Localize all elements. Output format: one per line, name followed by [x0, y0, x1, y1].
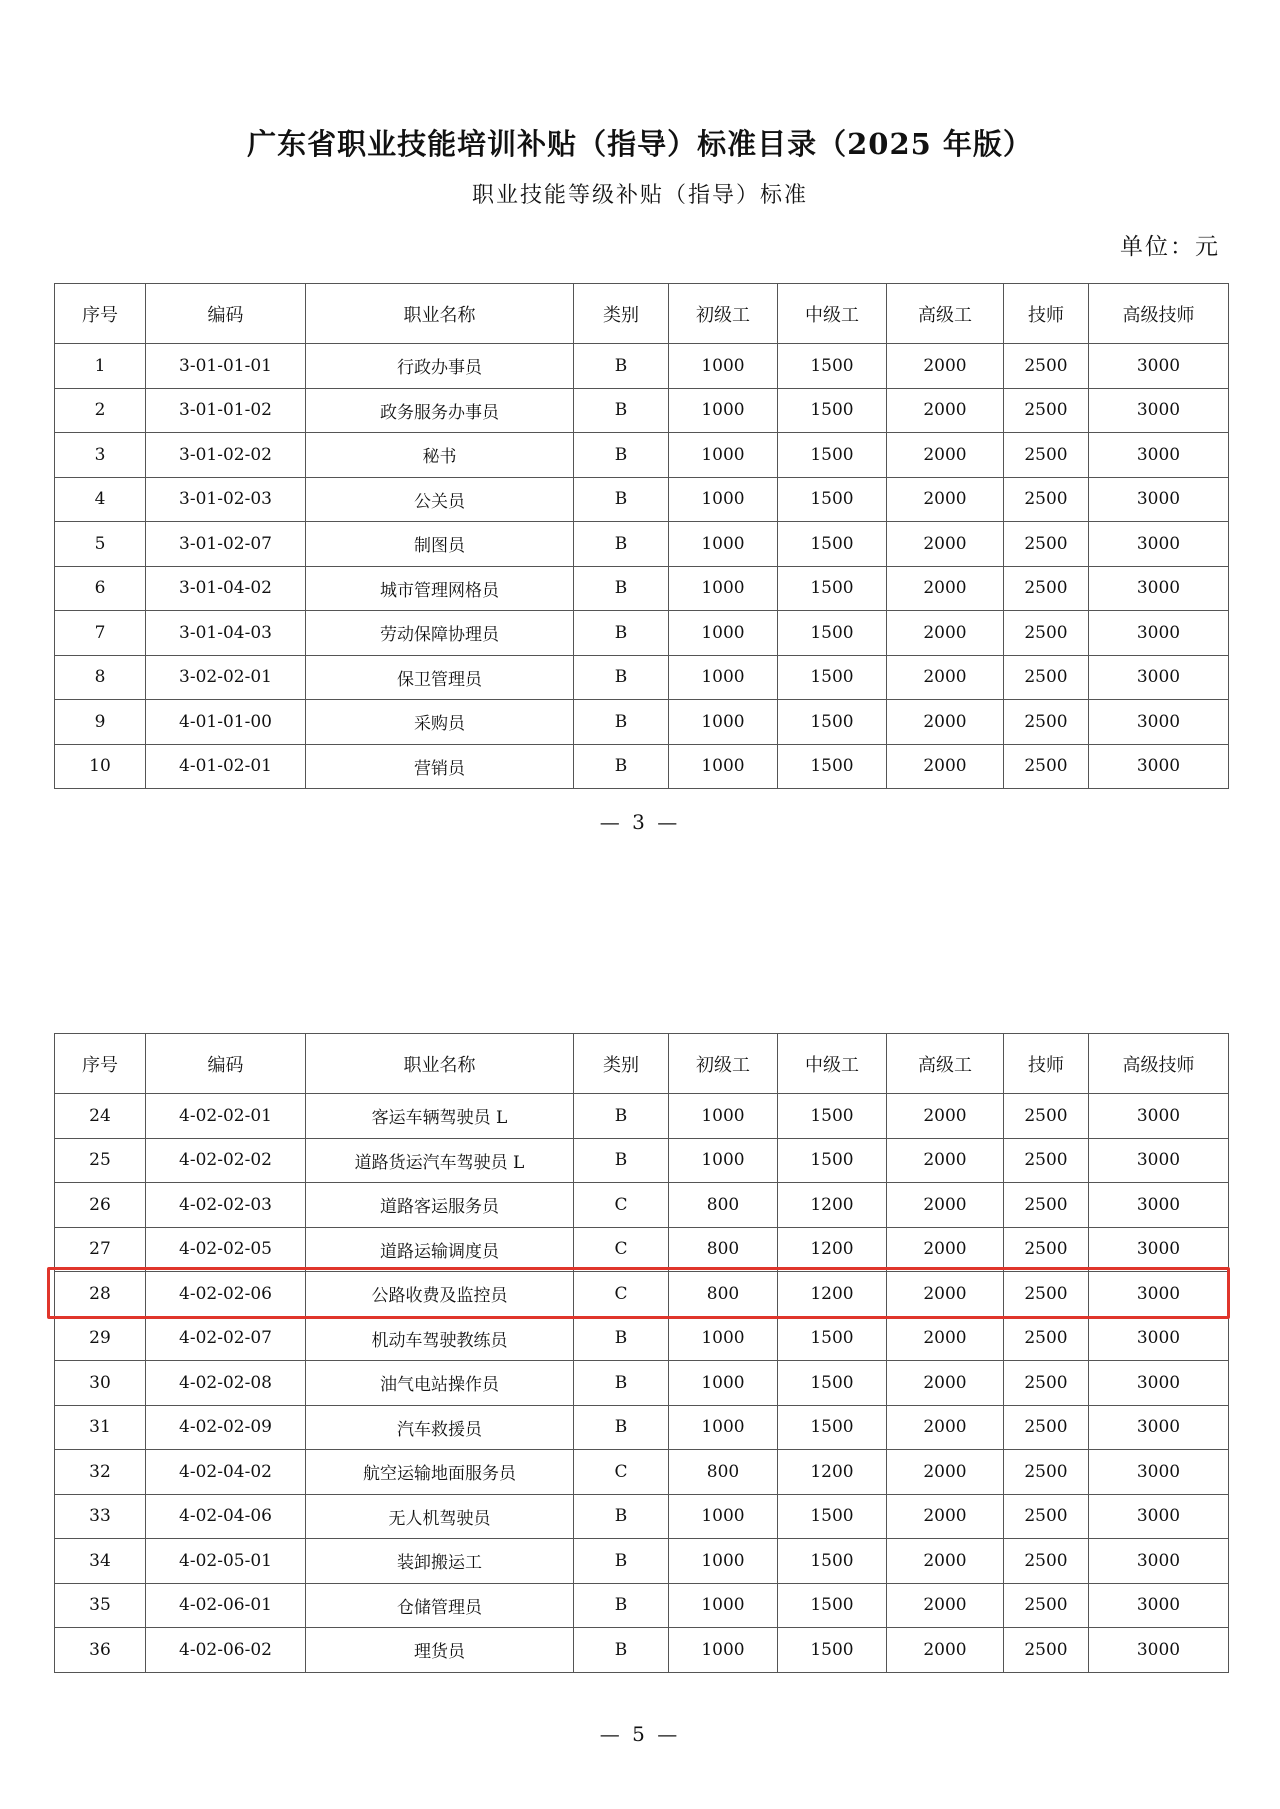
cell-code: 4-02-02-08 [146, 1361, 306, 1406]
cell-occupation: 公路收费及监控员 [306, 1272, 574, 1317]
cell-occupation: 制图员 [306, 522, 574, 567]
cell-seq: 26 [55, 1183, 146, 1228]
cell-occupation: 客运车辆驾驶员 L [306, 1094, 574, 1139]
cell-senior: 2000 [887, 700, 1004, 745]
cell-senior: 2000 [887, 566, 1004, 611]
table-row [55, 744, 1229, 789]
cell-occupation: 装卸搬运工 [306, 1539, 574, 1584]
table-row [55, 1628, 1229, 1673]
cell-junior: 800 [669, 1183, 778, 1228]
cell-seq: 5 [55, 522, 146, 567]
page-number: — 5 — [599, 1722, 681, 1746]
unit-label: 单位：元 [1120, 234, 1220, 260]
subsidy-table-page-5 [54, 1033, 1229, 1673]
table-row [55, 1138, 1229, 1183]
cell-junior: 1000 [669, 388, 778, 433]
cell-seq: 29 [55, 1316, 146, 1361]
cell-technician: 2500 [1004, 477, 1089, 522]
column-header-category: 类别 [574, 1034, 669, 1094]
cell-seq: 36 [55, 1628, 146, 1673]
cell-intermediate: 1500 [778, 477, 887, 522]
cell-junior: 1000 [669, 1494, 778, 1539]
column-header-code: 编码 [146, 1034, 306, 1094]
cell-seq: 34 [55, 1539, 146, 1584]
cell-senior: 2000 [887, 1138, 1004, 1183]
column-header-junior: 初级工 [669, 284, 778, 344]
cell-category: C [574, 1227, 669, 1272]
cell-senior-technician: 3000 [1089, 344, 1229, 389]
highlight-box [47, 1267, 1230, 1319]
cell-code: 4-02-04-06 [146, 1494, 306, 1539]
cell-category: B [574, 566, 669, 611]
cell-category: B [574, 1138, 669, 1183]
table-row [55, 1361, 1229, 1406]
column-header-senior-technician: 高级技师 [1089, 1034, 1229, 1094]
cell-technician: 2500 [1004, 1227, 1089, 1272]
table-row [55, 1494, 1229, 1539]
cell-junior: 800 [669, 1450, 778, 1495]
cell-intermediate: 1200 [778, 1183, 887, 1228]
cell-seq: 28 [55, 1272, 146, 1317]
cell-code: 3-01-02-03 [146, 477, 306, 522]
cell-occupation: 无人机驾驶员 [306, 1494, 574, 1539]
column-header-category: 类别 [574, 284, 669, 344]
cell-senior-technician: 3000 [1089, 655, 1229, 700]
cell-code: 4-02-02-02 [146, 1138, 306, 1183]
column-header-code: 编码 [146, 284, 306, 344]
cell-technician: 2500 [1004, 1316, 1089, 1361]
table-row [55, 1183, 1229, 1228]
cell-technician: 2500 [1004, 1628, 1089, 1673]
cell-seq: 9 [55, 700, 146, 745]
cell-category: B [574, 1583, 669, 1628]
cell-senior-technician: 3000 [1089, 1583, 1229, 1628]
table-row [55, 344, 1229, 389]
cell-junior: 1000 [669, 700, 778, 745]
cell-junior: 1000 [669, 1316, 778, 1361]
cell-senior-technician: 3000 [1089, 1227, 1229, 1272]
cell-seq: 27 [55, 1227, 146, 1272]
cell-intermediate: 1500 [778, 566, 887, 611]
cell-seq: 2 [55, 388, 146, 433]
cell-senior: 2000 [887, 433, 1004, 478]
table-row [55, 1316, 1229, 1361]
cell-code: 3-02-02-01 [146, 655, 306, 700]
cell-code: 4-02-02-01 [146, 1094, 306, 1139]
cell-intermediate: 1500 [778, 611, 887, 656]
table-row [55, 1583, 1229, 1628]
cell-senior-technician: 3000 [1089, 1494, 1229, 1539]
cell-technician: 2500 [1004, 1138, 1089, 1183]
cell-category: B [574, 1361, 669, 1406]
cell-senior-technician: 3000 [1089, 1094, 1229, 1139]
cell-technician: 2500 [1004, 388, 1089, 433]
cell-code: 4-01-01-00 [146, 700, 306, 745]
cell-code: 4-02-02-06 [146, 1272, 306, 1317]
cell-category: B [574, 1316, 669, 1361]
document-subtitle: 职业技能等级补贴（指导）标准 [471, 183, 808, 208]
table-row [55, 1539, 1229, 1584]
cell-junior: 1000 [669, 477, 778, 522]
cell-senior: 2000 [887, 1094, 1004, 1139]
cell-senior: 2000 [887, 1316, 1004, 1361]
column-header-technician: 技师 [1004, 1034, 1089, 1094]
table-header-row [55, 1034, 1229, 1094]
cell-occupation: 汽车救援员 [306, 1405, 574, 1450]
cell-occupation: 理货员 [306, 1628, 574, 1673]
cell-category: B [574, 522, 669, 567]
cell-intermediate: 1500 [778, 1361, 887, 1406]
cell-junior: 1000 [669, 1138, 778, 1183]
cell-technician: 2500 [1004, 611, 1089, 656]
subsidy-table-page-3 [54, 283, 1229, 789]
table-row [55, 388, 1229, 433]
cell-junior: 800 [669, 1227, 778, 1272]
cell-category: C [574, 1450, 669, 1495]
cell-category: B [574, 1494, 669, 1539]
cell-senior: 2000 [887, 1628, 1004, 1673]
cell-intermediate: 1500 [778, 344, 887, 389]
page-number: — 3 — [599, 810, 681, 834]
cell-intermediate: 1500 [778, 655, 887, 700]
cell-senior-technician: 3000 [1089, 477, 1229, 522]
cell-intermediate: 1500 [778, 1628, 887, 1673]
cell-occupation: 劳动保障协理员 [306, 611, 574, 656]
cell-occupation: 道路客运服务员 [306, 1183, 574, 1228]
cell-occupation: 政务服务办事员 [306, 388, 574, 433]
cell-junior: 1000 [669, 1628, 778, 1673]
cell-senior: 2000 [887, 477, 1004, 522]
cell-senior-technician: 3000 [1089, 1405, 1229, 1450]
cell-code: 4-02-06-01 [146, 1583, 306, 1628]
cell-code: 3-01-02-02 [146, 433, 306, 478]
cell-technician: 2500 [1004, 344, 1089, 389]
cell-senior-technician: 3000 [1089, 1361, 1229, 1406]
cell-intermediate: 1500 [778, 700, 887, 745]
cell-technician: 2500 [1004, 1539, 1089, 1584]
cell-category: B [574, 1094, 669, 1139]
cell-senior: 2000 [887, 744, 1004, 789]
cell-occupation: 行政办事员 [306, 344, 574, 389]
cell-senior-technician: 3000 [1089, 1183, 1229, 1228]
table-row [55, 1405, 1229, 1450]
cell-junior: 1000 [669, 1094, 778, 1139]
cell-seq: 1 [55, 344, 146, 389]
cell-senior: 2000 [887, 388, 1004, 433]
cell-senior-technician: 3000 [1089, 566, 1229, 611]
cell-category: B [574, 611, 669, 656]
cell-seq: 35 [55, 1583, 146, 1628]
cell-senior-technician: 3000 [1089, 388, 1229, 433]
cell-seq: 10 [55, 744, 146, 789]
cell-senior: 2000 [887, 1227, 1004, 1272]
cell-junior: 1000 [669, 655, 778, 700]
cell-technician: 2500 [1004, 1494, 1089, 1539]
cell-occupation: 道路货运汽车驾驶员 L [306, 1138, 574, 1183]
cell-technician: 2500 [1004, 655, 1089, 700]
cell-seq: 8 [55, 655, 146, 700]
cell-code: 4-02-05-01 [146, 1539, 306, 1584]
table-row [55, 522, 1229, 567]
table-row [55, 1450, 1229, 1495]
cell-senior-technician: 3000 [1089, 1272, 1229, 1317]
cell-senior: 2000 [887, 344, 1004, 389]
cell-intermediate: 1500 [778, 1316, 887, 1361]
cell-code: 4-02-02-05 [146, 1227, 306, 1272]
cell-senior-technician: 3000 [1089, 1539, 1229, 1584]
table-row [55, 477, 1229, 522]
column-header-technician: 技师 [1004, 284, 1089, 344]
table-row [55, 611, 1229, 656]
cell-intermediate: 1500 [778, 1583, 887, 1628]
cell-technician: 2500 [1004, 522, 1089, 567]
cell-seq: 4 [55, 477, 146, 522]
cell-junior: 1000 [669, 611, 778, 656]
cell-senior-technician: 3000 [1089, 744, 1229, 789]
cell-senior-technician: 3000 [1089, 1450, 1229, 1495]
cell-category: B [574, 1539, 669, 1584]
cell-technician: 2500 [1004, 566, 1089, 611]
cell-senior-technician: 3000 [1089, 611, 1229, 656]
cell-intermediate: 1500 [778, 744, 887, 789]
cell-code: 3-01-04-03 [146, 611, 306, 656]
cell-senior: 2000 [887, 1272, 1004, 1317]
cell-junior: 1000 [669, 1361, 778, 1406]
cell-intermediate: 1500 [778, 433, 887, 478]
cell-category: B [574, 433, 669, 478]
table-row [55, 566, 1229, 611]
cell-code: 4-02-06-02 [146, 1628, 306, 1673]
cell-category: B [574, 744, 669, 789]
cell-category: B [574, 477, 669, 522]
cell-junior: 1000 [669, 433, 778, 478]
cell-senior-technician: 3000 [1089, 1628, 1229, 1673]
cell-senior: 2000 [887, 1583, 1004, 1628]
cell-code: 3-01-04-02 [146, 566, 306, 611]
cell-seq: 6 [55, 566, 146, 611]
cell-senior: 2000 [887, 522, 1004, 567]
cell-junior: 1000 [669, 522, 778, 567]
cell-occupation: 航空运输地面服务员 [306, 1450, 574, 1495]
cell-intermediate: 1500 [778, 388, 887, 433]
cell-category: B [574, 700, 669, 745]
cell-senior-technician: 3000 [1089, 1316, 1229, 1361]
cell-senior-technician: 3000 [1089, 522, 1229, 567]
cell-junior: 1000 [669, 744, 778, 789]
column-header-seq: 序号 [55, 1034, 146, 1094]
column-header-senior-technician: 高级技师 [1089, 284, 1229, 344]
cell-intermediate: 1500 [778, 1138, 887, 1183]
cell-senior: 2000 [887, 1450, 1004, 1495]
cell-occupation: 秘书 [306, 433, 574, 478]
cell-occupation: 油气电站操作员 [306, 1361, 574, 1406]
cell-code: 3-01-02-07 [146, 522, 306, 567]
cell-code: 4-02-04-02 [146, 1450, 306, 1495]
cell-technician: 2500 [1004, 1094, 1089, 1139]
cell-technician: 2500 [1004, 1272, 1089, 1317]
cell-technician: 2500 [1004, 433, 1089, 478]
cell-seq: 30 [55, 1361, 146, 1406]
cell-technician: 2500 [1004, 744, 1089, 789]
cell-occupation: 城市管理网格员 [306, 566, 574, 611]
cell-occupation: 机动车驾驶教练员 [306, 1316, 574, 1361]
table-row [55, 1094, 1229, 1139]
cell-category: B [574, 1405, 669, 1450]
column-header-intermediate: 中级工 [778, 1034, 887, 1094]
column-header-occupation: 职业名称 [306, 1034, 574, 1094]
cell-technician: 2500 [1004, 1583, 1089, 1628]
cell-intermediate: 1500 [778, 1405, 887, 1450]
table-row [55, 700, 1229, 745]
cell-senior: 2000 [887, 1361, 1004, 1406]
cell-category: B [574, 655, 669, 700]
cell-intermediate: 1500 [778, 1094, 887, 1139]
cell-occupation: 采购员 [306, 700, 574, 745]
cell-junior: 800 [669, 1272, 778, 1317]
cell-seq: 33 [55, 1494, 146, 1539]
cell-seq: 32 [55, 1450, 146, 1495]
cell-junior: 1000 [669, 344, 778, 389]
cell-code: 4-02-02-07 [146, 1316, 306, 1361]
table-row [55, 655, 1229, 700]
table-row [55, 1227, 1229, 1272]
table-row [55, 433, 1229, 478]
table-header-row [55, 284, 1229, 344]
cell-technician: 2500 [1004, 1183, 1089, 1228]
cell-senior-technician: 3000 [1089, 700, 1229, 745]
cell-occupation: 保卫管理员 [306, 655, 574, 700]
cell-code: 4-01-02-01 [146, 744, 306, 789]
cell-occupation: 道路运输调度员 [306, 1227, 574, 1272]
column-header-junior: 初级工 [669, 1034, 778, 1094]
cell-technician: 2500 [1004, 1361, 1089, 1406]
cell-junior: 1000 [669, 566, 778, 611]
cell-category: C [574, 1272, 669, 1317]
cell-seq: 24 [55, 1094, 146, 1139]
cell-junior: 1000 [669, 1539, 778, 1584]
cell-senior-technician: 3000 [1089, 433, 1229, 478]
column-header-intermediate: 中级工 [778, 284, 887, 344]
cell-technician: 2500 [1004, 1405, 1089, 1450]
cell-code: 3-01-01-01 [146, 344, 306, 389]
cell-code: 4-02-02-09 [146, 1405, 306, 1450]
cell-category: B [574, 388, 669, 433]
cell-junior: 1000 [669, 1405, 778, 1450]
cell-code: 3-01-01-02 [146, 388, 306, 433]
cell-senior: 2000 [887, 1183, 1004, 1228]
cell-senior-technician: 3000 [1089, 1138, 1229, 1183]
cell-junior: 1000 [669, 1583, 778, 1628]
column-header-occupation: 职业名称 [306, 284, 574, 344]
column-header-senior: 高级工 [887, 1034, 1004, 1094]
cell-intermediate: 1200 [778, 1272, 887, 1317]
column-header-senior: 高级工 [887, 284, 1004, 344]
cell-category: B [574, 1628, 669, 1673]
cell-occupation: 营销员 [306, 744, 574, 789]
cell-seq: 3 [55, 433, 146, 478]
column-header-seq: 序号 [55, 284, 146, 344]
cell-code: 4-02-02-03 [146, 1183, 306, 1228]
cell-seq: 31 [55, 1405, 146, 1450]
cell-category: C [574, 1183, 669, 1228]
cell-intermediate: 1500 [778, 1494, 887, 1539]
cell-senior: 2000 [887, 1405, 1004, 1450]
cell-intermediate: 1500 [778, 1539, 887, 1584]
cell-category: B [574, 344, 669, 389]
cell-seq: 25 [55, 1138, 146, 1183]
cell-seq: 7 [55, 611, 146, 656]
cell-intermediate: 1200 [778, 1227, 887, 1272]
cell-intermediate: 1200 [778, 1450, 887, 1495]
cell-technician: 2500 [1004, 700, 1089, 745]
cell-senior: 2000 [887, 1494, 1004, 1539]
cell-occupation: 公关员 [306, 477, 574, 522]
document-title: 广东省职业技能培训补贴（指导）标准目录（2025 年版） [247, 127, 1033, 161]
cell-senior: 2000 [887, 611, 1004, 656]
cell-senior: 2000 [887, 655, 1004, 700]
cell-intermediate: 1500 [778, 522, 887, 567]
cell-occupation: 仓储管理员 [306, 1583, 574, 1628]
cell-senior: 2000 [887, 1539, 1004, 1584]
cell-technician: 2500 [1004, 1450, 1089, 1495]
